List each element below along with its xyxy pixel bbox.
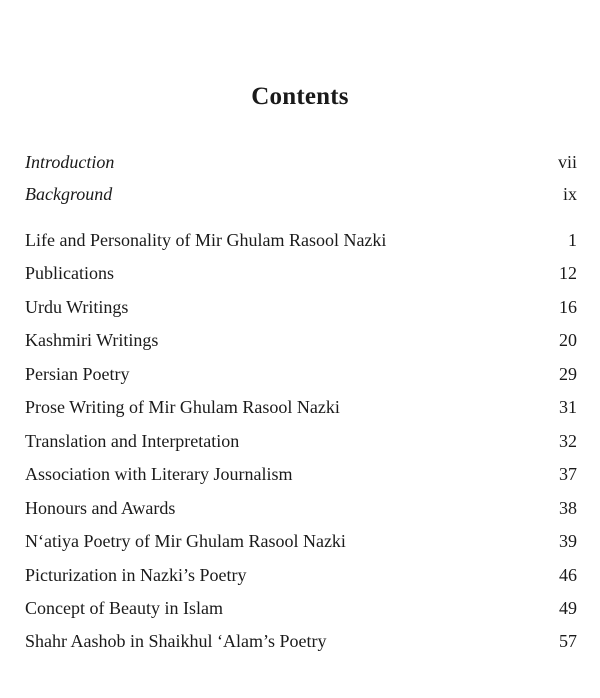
toc-entry-page: 46 [559,565,577,585]
toc-entry [25,528,577,554]
toc-entry-label: Shahr Aashob in Shaikhul ‘Alam’s Poetry [25,631,327,651]
toc-entry-page: 1 [568,230,577,250]
toc-entry-label: Urdu Writings [25,297,129,317]
toc-entry-label: N‘atiya Poetry of Mir Ghulam Rasool Nazki [25,531,346,551]
toc-entry-label: Background [25,184,113,204]
toc-entry-page: 20 [559,330,577,350]
toc-entry-background [25,181,577,207]
toc-entry-page: 12 [559,263,577,283]
page-title: Contents [251,83,349,110]
toc-entry [25,461,577,487]
toc-entry [25,394,577,420]
toc-entry-label: Kashmiri Writings [25,330,159,350]
toc-entry-label: Picturization in Nazki’s Poetry [25,565,247,585]
toc-entry-page: 57 [559,631,577,651]
toc-entry-label: Translation and Interpretation [25,431,240,451]
toc-entry-label: Honours and Awards [25,498,176,518]
toc-entry [25,260,577,286]
toc-entry-label: Association with Literary Journalism [25,464,293,484]
toc-entry [25,428,577,454]
toc-entry-page: 39 [559,531,577,551]
toc-entry-label: Publications [25,263,114,283]
toc-entry-label: Life and Personality of Mir Ghulam Rasool Nazki [25,230,387,250]
toc-entry-page: 29 [559,364,577,384]
toc-entry [25,495,577,521]
toc-entry [25,227,577,253]
toc-entry-page: 38 [559,498,577,518]
toc-entry [25,327,577,353]
toc-entry-label: Introduction [25,152,115,172]
toc-entry-page: ix [562,184,577,204]
toc-entry-label: Prose Writing of Mir Ghulam Rasool Nazki [25,397,340,417]
toc-entry [25,361,577,387]
toc-entry-label: Persian Poetry [25,364,130,384]
toc-entry [25,294,577,320]
toc-entry-introduction [25,149,577,175]
toc-entry [25,595,577,621]
toc-entry-page: 37 [559,464,577,484]
toc-entry-page: 16 [559,297,577,317]
toc-entry [25,562,577,588]
toc-entry-page: 31 [559,397,577,417]
toc-entry-label: Concept of Beauty in Islam [25,598,223,618]
toc-entry-page: vii [557,152,577,172]
toc-entry-page: 49 [559,598,577,618]
toc-entry [25,628,577,654]
toc-entry-page: 32 [559,431,577,451]
